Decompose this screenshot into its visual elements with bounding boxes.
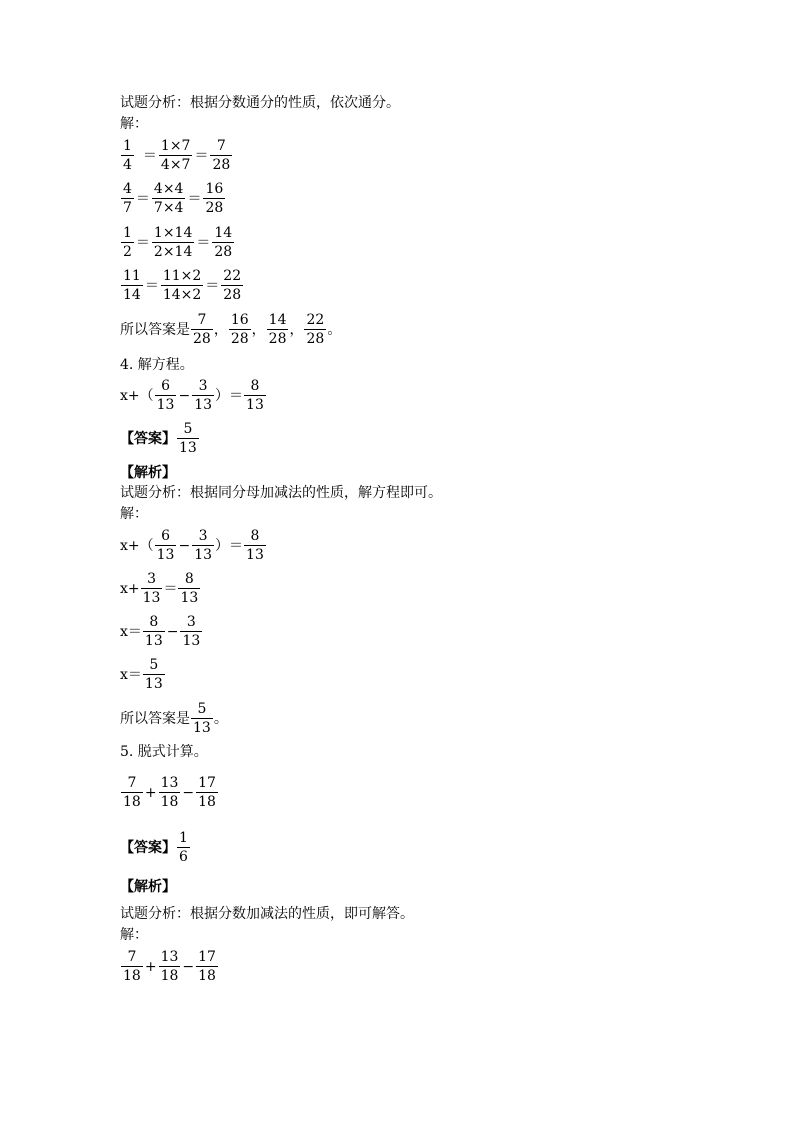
q4-step-1: x+（ $\frac{6}{13}$ − $\frac{3}{13}$ ）＝ $\frac{8}{13}$ [120, 528, 264, 563]
q3-solve-label: 解： [120, 116, 148, 132]
q3-analysis-text: 试题分析：根据分数通分的性质，依次通分。 [120, 95, 400, 111]
q5-title: 5. 脱式计算。 [120, 744, 208, 760]
q4-answer: 【答案】 $\frac{5}{13}$ [120, 421, 197, 456]
q4-step-3: x＝ $\frac{8}{13}$ − $\frac{3}{13}$ [120, 614, 201, 649]
q4-equation: x+（ $\frac{6}{13}$ − $\frac{3}{13}$ ）＝ $\frac{8}{13}$ [120, 378, 264, 413]
q3-equation-row: $\frac{11}{14}$ ＝ $\frac{11\times 2}{14\times 2}$ ＝ $\frac{22}{28}$ [123, 268, 242, 303]
q5-analysis-text: 试题分析：根据分数加减法的性质，即可解答。 [120, 906, 414, 922]
q3-equation-row: $\frac{1}{4}$ ＝ $\frac{1\times 7}{4\times 7}$ ＝ $\frac{7}{28}$ [123, 138, 231, 173]
q4-analysis-text: 试题分析：根据同分母加减法的性质，解方程即可。 [120, 485, 442, 501]
q5-solve-label: 解： [120, 927, 148, 943]
q4-analysis-label: 【解析】 [120, 465, 176, 481]
q4-step-2: x+ $\frac{3}{13}$ ＝ $\frac{8}{13}$ [120, 571, 199, 606]
q4-step-4: x＝ $\frac{5}{13}$ [120, 657, 163, 692]
q4-title: 4. 解方程。 [120, 357, 194, 373]
q5-solve-expression: $\frac{7}{18}$ + $\frac{13}{18}$ − $\frac{17}{18}$ [123, 949, 216, 984]
q3-conclusion: 所以答案是 $\frac{7}{28}$ ， $\frac{16}{28}$ ， $\frac{14}{28}$ ， $\frac{22}{28}$ 。 [120, 312, 342, 347]
q3-equation-row: $\frac{4}{7}$ ＝ $\frac{4\times 4}{7\times 4}$ ＝ $\frac{16}{28}$ [123, 181, 224, 216]
q4-solve-label: 解： [120, 506, 148, 522]
q5-answer: 【答案】 $\frac{1}{6}$ [120, 830, 188, 865]
q5-analysis-label: 【解析】 [120, 879, 176, 895]
q4-conclusion: 所以答案是 $\frac{5}{13}$ 。 [120, 701, 228, 736]
q5-expression: $\frac{7}{18}$ + $\frac{13}{18}$ − $\frac{17}{18}$ [123, 775, 216, 810]
q3-equation-row: $\frac{1}{2}$ ＝ $\frac{1\times 14}{2\times 14}$ ＝ $\frac{14}{28}$ [123, 225, 233, 260]
